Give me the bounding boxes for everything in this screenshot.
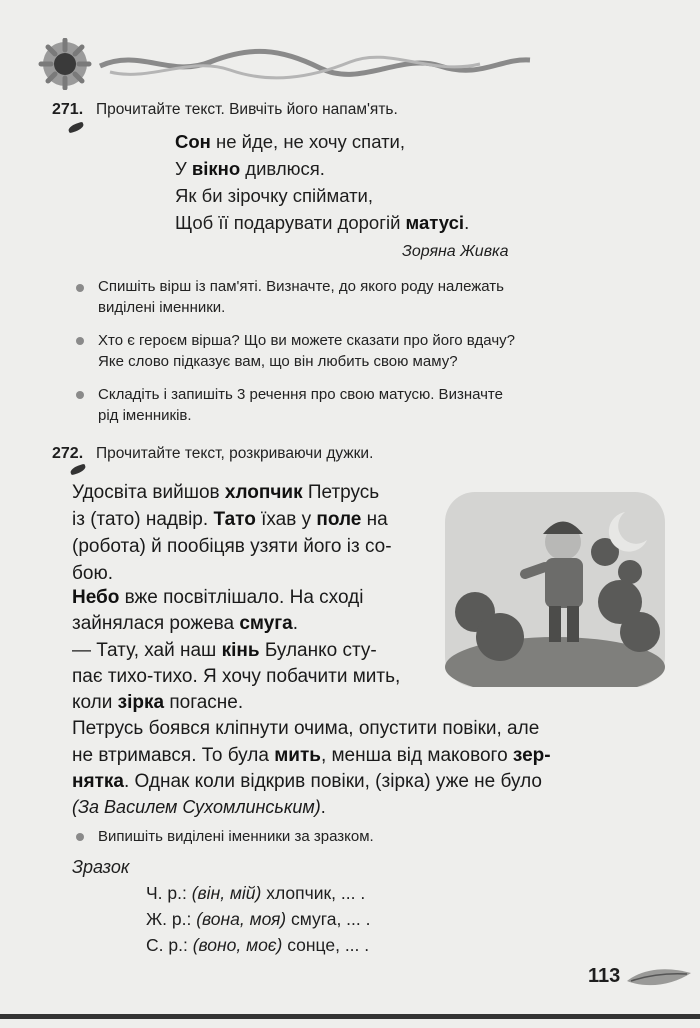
story-line: Небо вже посвітлішало. На сході: [72, 587, 364, 608]
bullet-item-3: Складіть і запишіть 3 речення про свою матусю. Визначте рід іменників.: [98, 386, 503, 424]
story-line: Удосвіта вийшов хлопчик Петрусь: [72, 482, 380, 503]
exercise-272-number: 272.: [52, 445, 84, 462]
sample-line-neut: С. р.: (воно, моє) сонце, ... .: [146, 935, 370, 955]
story-line: (За Василем Сухомлинським).: [72, 797, 326, 817]
story-line: пає тихо-тихо. Я хочу побачити мить,: [72, 666, 401, 687]
bullet-icon: [76, 833, 84, 841]
story-line: не втримався. То була мить, менша від макового зер-: [72, 745, 551, 766]
bullet-icon: [76, 337, 84, 345]
bullet-item-272: Випишіть виділені іменники за зразком.: [98, 828, 374, 845]
bullet-item-2: Хто є героєм вірша? Що ви можете сказати про його вдачу? Яке слово підказує вам, що він любить свою маму?: [98, 332, 515, 370]
exercise-271-number: 271.: [52, 101, 84, 118]
story-line: коли зірка погасне.: [72, 692, 244, 713]
bullet-icon: [76, 391, 84, 399]
pen-icon: [69, 463, 86, 475]
leaf-ornament: [625, 963, 695, 991]
page-border: [0, 1014, 700, 1019]
poem-line-4: Щоб її подарувати дорогій матусі.: [175, 212, 470, 233]
story-line: із (тато) надвір. Тато їхав у поле на: [72, 509, 388, 530]
poem-line-3: Як би зірочку спіймати,: [175, 185, 374, 206]
boy-illustration: [445, 492, 665, 687]
exercise-271-task: Прочитайте текст. Вивчіть його напам'ять.: [96, 101, 398, 118]
sunflower-ornament: [20, 38, 540, 90]
poem-author: Зоряна Живка: [402, 243, 509, 260]
story-line: (робота) й пообіцяв узяти його із со-: [72, 536, 392, 557]
sample-line-masc: Ч. р.: (він, мій) хлопчик, ... .: [146, 883, 366, 903]
sample-title: Зразок: [72, 857, 130, 877]
page-number: 113: [588, 965, 621, 987]
story-line: зайнялася рожева смуга.: [72, 613, 299, 634]
sunflower-icon: [41, 40, 89, 88]
story-line: бою.: [72, 563, 113, 584]
story-line: — Тату, хай наш кінь Буланко сту-: [72, 640, 377, 661]
exercise-272-task: Прочитайте текст, розкриваючи дужки.: [96, 445, 374, 462]
bullet-icon: [76, 284, 84, 292]
pen-icon: [67, 121, 84, 133]
poem-line-2: У вікно дивлюся.: [175, 158, 325, 179]
bullet-item-1: Спишіть вірш із пам'яті. Визначте, до якого роду належать виділені іменники.: [98, 278, 504, 316]
poem-line-1: Сон не йде, не хочу спати,: [175, 131, 406, 152]
sample-line-fem: Ж. р.: (вона, моя) смуга, ... .: [146, 909, 371, 929]
poem: [175, 128, 469, 236]
story-line: Петрусь боявся кліпнути очима, опустити повіки, але: [72, 718, 540, 739]
story-line: нятка. Однак коли відкрив повіки, (зірка) уже не було: [72, 771, 542, 792]
